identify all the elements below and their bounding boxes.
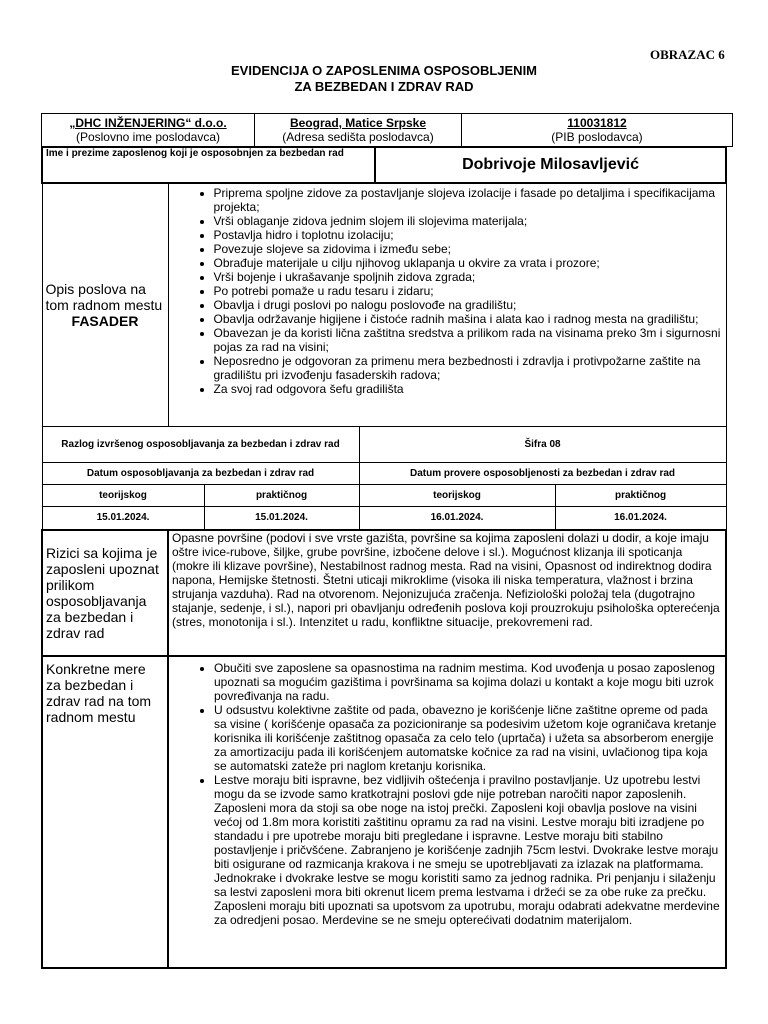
duty-item: • Priprema spoljne zidove za postavljanje slojeva izolacije i fasade po detaljima i specifikacijama projekta; — [214, 186, 723, 214]
measure-item: • Lestve moraju biti ispravne, bez vidljivih oštećenja i pravilno postavljanje. Uz upotrebu lestvi mogu da se izvode samo kratkotrajni poslovi gde nije potreban naročiti napor zaposlenih. Zaposleni mora da stoji sa obe noge na istoj prečki. Zaposleni koji obavlja poslove na visini većoj od 1.8m mora koristiti zaštitinu opramu za rad na visini. Lestve moraju biti izradjene po standadu i pre upotrebe moraju biti pregledane i ispravne. Lestve moraju biti stabilno postavljenje i pričvšćene. Zabranjeno je korišćenje zadnjih 75cm lestvi. Dvokrake lestve moraju biti osigurane od razmicanja krakova i ne smeju se upotrebljavati za izlazak na platformama. Jednokrake i dvokrake lestve se mogu koristiti samo za jednog radnika. Pri penjanju i silaženju sa lestvi zaposleni mora biti okrenut licem prema lestvama i držeći se za obe ruke za prečku. Zaposleni moraju biti upoznati sa upotsvom za upotrubu, moraju odabrati adekvatne merdevine za odredjeni posao. Merdevine se ne smeju opterećivati dodatnim materijalom. — [214, 773, 722, 927]
employer-pib-caption: (PIB poslodavca) — [551, 130, 643, 144]
check-theory-label: teorijskog — [359, 484, 555, 506]
reason-label: Razlog izvršenog osposobljavanja za bezbedan i zdrav rad — [42, 426, 359, 462]
form-number: OBRAZAC 6 — [650, 47, 725, 62]
employer-pib: 110031812 — [567, 116, 627, 130]
employer-pib-cell — [462, 114, 732, 146]
employee-row — [42, 147, 726, 183]
measure-item: • Obučiti sve zaposlene sa opasnostima na radnim mestima. Kod uvođenja u posao zaposlenog upoznati sa mogućim gazištima i površinama sa kojima dolazi u kontakt a koje mogu biti uzrok povređivanja na radu. — [214, 661, 722, 703]
duty-item: • Obavlja i drugi poslovi po nalogu poslovođe na gradilištu; — [214, 298, 723, 312]
duty-item: • Vrši bojenje i ukrašavanje spoljnih zidova zgrada; — [214, 270, 723, 284]
training-theory-label: teorijskog — [42, 484, 204, 506]
reason-row — [42, 426, 726, 462]
dates-type-row — [42, 484, 726, 506]
job-label: Opis poslova na tom radnom mestu — [45, 280, 163, 313]
training-practice-date: 15.01.2024. — [204, 506, 359, 530]
measure-item: • U odsustvu kolektivne zaštite od pada, obavezno je korišćenje lične zaštitne opreme od pada sa visine ( korišćenje opasača za pozicioniranje sa podesivim užetom koje ograničava kretanje korisnika ili korišćenje zaštitnog opasača za celo telo (uprtača) i užeta sa absorberom energije za amortizaciju pada ili korišćenjem automatske kočnice za rad na visini, uvlačionog tipa koja se automatski zateže pri naglom kretanju korisnika. — [214, 703, 722, 773]
record-table — [41, 146, 727, 969]
risks-label: Rizici sa kojima je zaposleni upoznat prilikom osposobljavanja za bezbedan i zdrav rad — [42, 530, 168, 656]
training-date-label: Datum osposobljavanja za bezbedan i zdrav rad — [42, 462, 359, 484]
document-title — [0, 63, 768, 95]
duty-item: • Neposredno je odgovoran za primenu mera bezbednosti i zdravlja i protivpožarne zaštite na gradilištu pri izvođenju fasaderskih radova; — [214, 354, 723, 382]
dates-value-row — [42, 506, 726, 530]
risks-text: Opasne površine (podovi i sve vrste gazišta, površine sa kojima zaposleni dolazi u dodir, a koje imaju oštre ivice-rubove, šiljke, grube površine, izbočene delove i sl.). Mogućnost klizanja ili spoticanja (mokre ili klizave površine), Nestabilnost radnog mesta. Rad na visini, Opasnost od indirektnog dodira napona, Hemijske štetnosti. Štetni uticaji mikroklime (visoka ili niska temperatura, vlažnost i brzina strujanja vazduha). Rad na otvorenom. Nejonizujuća zračenja. Nefiziološki položaj tela (dugotrajno stajanje, sedenje, i sl.), napori pri obavljanju određenih poslova koji prouzrokuju psihološka opterećenja (stres, monotonija i sl.). Intenzitet u radu, konfliktne situacije, prekovremeni rad. — [168, 530, 726, 656]
duty-item: • Postavlja hidro i toplotnu izolaciju; — [214, 228, 723, 242]
duty-item: • Za svoj rad odgovora šefu gradilišta — [214, 382, 723, 396]
employee-name: Dobrivoje Milosavljević — [375, 147, 726, 183]
measures-list — [172, 661, 722, 927]
measures-cell — [168, 656, 726, 968]
employer-strip — [41, 113, 733, 147]
duty-item: • Obrađuje materijale u cilju njihovog uklapanja u okvire za vrata i prozore; — [214, 256, 723, 270]
job-duties-list — [172, 186, 723, 396]
duty-item: • Obavlja održavanje higijene i čistoće radnih mašina i alata kao i radnog mesta na gradilištu; — [214, 312, 723, 326]
reason-value: Šifra 08 — [359, 426, 726, 462]
check-theory-date: 16.01.2024. — [359, 506, 555, 530]
duty-item: • Vrši oblaganje zidova jednim slojem ili slojevima materijala; — [214, 214, 723, 228]
employer-name-caption: (Poslovno ime poslodavca) — [75, 130, 221, 144]
check-practice-label: praktičnog — [555, 484, 726, 506]
duty-item: • Povezuje slojeve sa zidovima i između sebe; — [214, 242, 723, 256]
measures-row — [42, 656, 726, 968]
check-practice-date: 16.01.2024. — [555, 506, 726, 530]
training-practice-label: praktičnog — [204, 484, 359, 506]
measures-label: Konkretne mere za bezbedan i zdrav rad na tom radnom mestu — [42, 656, 168, 968]
title-line-1: EVIDENCIJA O ZAPOSLENIMA OSPOSOBLJENIM — [230, 63, 538, 78]
employee-label: Ime i prezime zaposlenog koji je osposobnjen za bezbedan rad — [42, 147, 375, 183]
employer-address-caption: (Adresa sedišta poslodavca) — [282, 130, 434, 144]
training-theory-date: 15.01.2024. — [42, 506, 204, 530]
risks-row — [42, 530, 726, 656]
check-date-label: Datum provere osposobljenosti za bezbedan i zdrav rad — [359, 462, 726, 484]
employer-name: „DHC INŽENJERING“ d.o.o. — [69, 116, 227, 130]
job-label-cell — [42, 183, 168, 426]
job-duties-cell — [168, 183, 726, 426]
job-row — [42, 183, 726, 426]
dates-header-row — [42, 462, 726, 484]
title-line-2: ZA BEZBEDAN I ZDRAV RAD — [294, 79, 474, 94]
employer-address-cell — [255, 114, 462, 146]
duty-item: • Po potrebi pomaže u radu tesaru i zidaru; — [214, 284, 723, 298]
job-position: FASADER — [71, 312, 139, 329]
employer-name-cell — [42, 114, 255, 146]
duty-item: • Obavezan je da koristi lična zaštitna sredstva a prilikom rada na visinama preko 3m i sigurnosni pojas za rad na visini; — [214, 326, 723, 354]
employer-address: Beograd, Matice Srpske — [289, 116, 427, 130]
